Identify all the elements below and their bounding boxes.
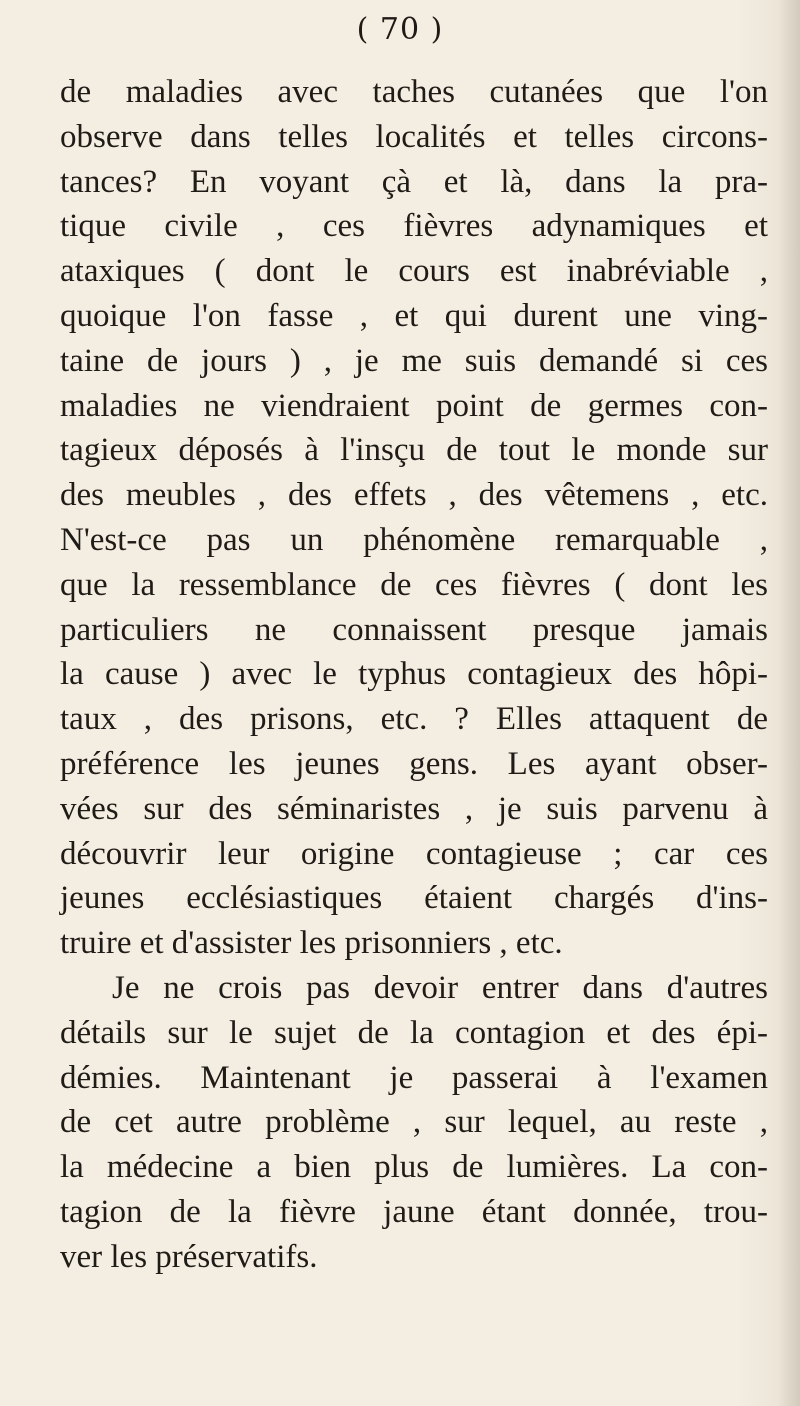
text-line: de maladies avec taches cutanées que l'on [60, 74, 768, 110]
text-line: tagion de la fièvre jaune étant donnée, trou- [60, 1193, 768, 1230]
text-line: tances? En voyant çà et là, dans la pra- [60, 163, 768, 200]
text-line: des meubles , des effets , des vêtemens , etc. [60, 477, 768, 514]
text-line: taux , des prisons, etc. ? Elles attaquent de [60, 701, 768, 738]
text-line: observe dans telles localités et telles circons- [60, 118, 768, 155]
text-line: de cet autre problème , sur lequel, au reste , [60, 1104, 768, 1141]
text-line: jeunes ecclésiastiques étaient chargés d'ins- [60, 880, 768, 917]
text-line: ataxiques ( dont le cours est inabréviable , [60, 253, 768, 290]
text-line: taine de jours ) , je me suis demandé si ces [60, 342, 768, 379]
text-line: tagieux déposés à l'insçu de tout le monde sur [60, 432, 768, 469]
text-line: N'est-ce pas un phénomène remarquable , [60, 521, 768, 558]
text-line: particuliers ne connaissent presque jamais [60, 611, 768, 648]
text-line: que la ressemblance de ces fièvres ( dont les [60, 566, 768, 603]
text-line: vées sur des séminaristes , je suis parvenu à [60, 790, 768, 827]
text-line: ver les préservatifs. [60, 1238, 318, 1275]
body-text [60, 70, 768, 1280]
text-line: préférence les jeunes gens. Les ayant obser- [60, 745, 768, 782]
text-line: tique civile , ces fièvres adynamiques et [60, 208, 768, 245]
text-line: quoique l'on fasse , et qui durent une ving- [60, 297, 768, 334]
text-line: maladies ne viendraient point de germes con- [60, 387, 768, 424]
text-line: truire et d'assister les prisonniers , etc. [60, 925, 563, 962]
text-line: la médecine a bien plus de lumières. La con- [60, 1149, 768, 1186]
text-line: la cause ) avec le typhus contagieux des hôpi- [60, 656, 768, 693]
page-edge-shadow [778, 0, 800, 1406]
text-line: découvrir leur origine contagieuse ; car ces [60, 835, 768, 872]
page-number: ( 70 ) [356, 12, 444, 47]
text-line: détails sur le sujet de la contagion et des épi- [60, 1014, 768, 1051]
text-line: Je ne crois pas devoir entrer dans d'autres [112, 969, 768, 1006]
text-line: démies. Maintenant je passerai à l'examen [60, 1059, 768, 1096]
